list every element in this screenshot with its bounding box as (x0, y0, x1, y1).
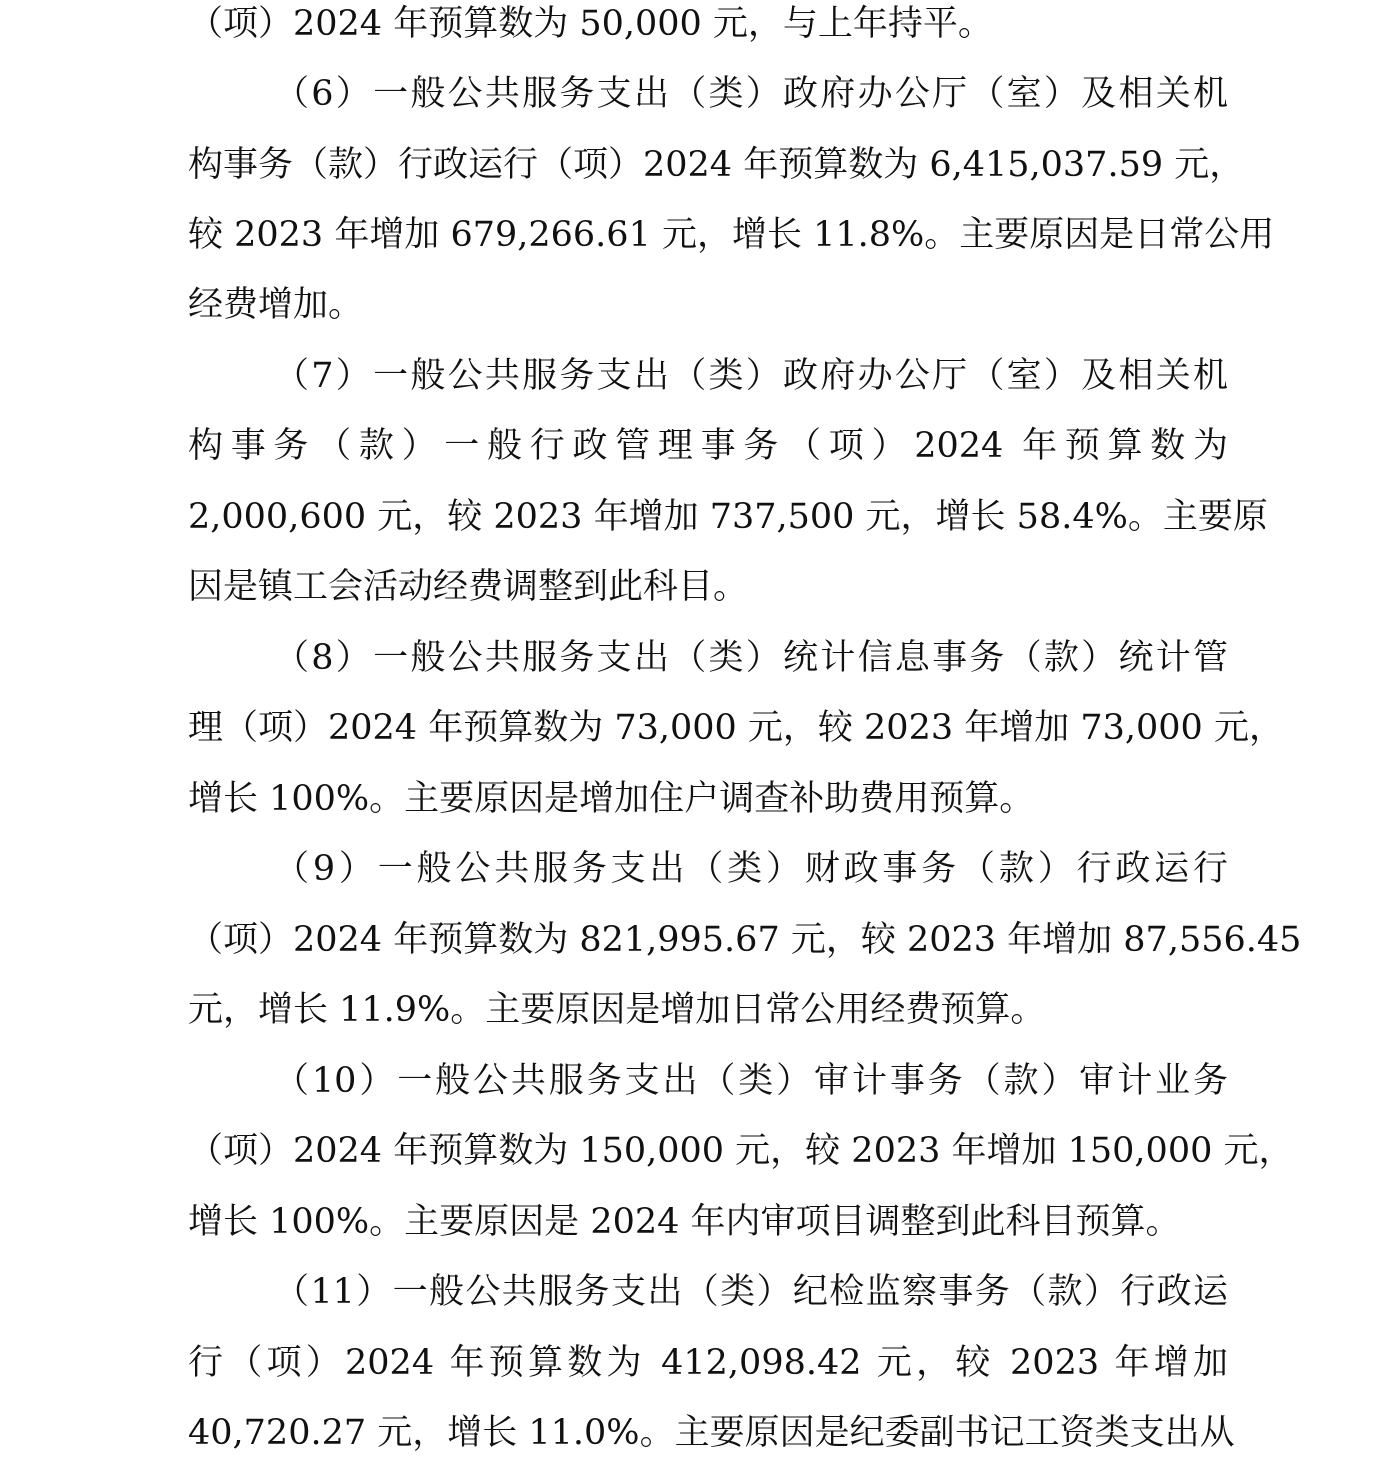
paragraph-7-line-4: 因是镇工会活动经费调整到此科目。 (188, 567, 749, 607)
paragraph-10-line-1: （10）一般公共服务支出（类）审计事务（款）审计业务 (274, 1061, 1228, 1101)
paragraph-11-line-2: 行（项）2024 年预算数为 412,098.42 元，较 2023 年增加 (188, 1343, 1228, 1383)
paragraph-6-line-2: 构事务（款）行政运行（项）2024 年预算数为 6,415,037.59 元， (188, 145, 1245, 185)
paragraph-10-line-2: （项）2024 年预算数为 150,000 元，较 2023 年增加 150,000 元， (188, 1131, 1294, 1171)
paragraph-9-line-1: （9）一般公共服务支出（类）财政事务（款）行政运行 (274, 849, 1228, 889)
paragraph-7-line-2: 构事务（款）一般行政管理事务（项）2024 年预算数为 (188, 426, 1228, 466)
paragraph-6-line-4: 经费增加。 (188, 285, 364, 325)
paragraph-11-line-3: 40,720.27 元，增长 11.0%。主要原因是纪委副书记工资类支出从 (188, 1413, 1235, 1453)
paragraph-9-line-2: （项）2024 年预算数为 821,995.67 元，较 2023 年增加 87,556.45 (188, 920, 1302, 960)
paragraph-6-line-3: 较 2023 年增加 679,266.61 元，增长 11.8%。主要原因是日常公用 (188, 215, 1275, 255)
text-line-1: （项）2024 年预算数为 50,000 元，与上年持平。 (188, 4, 993, 44)
paragraph-6-line-1: （6）一般公共服务支出（类）政府办公厅（室）及相关机 (274, 74, 1228, 114)
paragraph-11-line-1: （11）一般公共服务支出（类）纪检监察事务（款）行政运 (274, 1272, 1228, 1312)
paragraph-7-line-3: 2,000,600 元，较 2023 年增加 737,500 元，增长 58.4%。主要原 (188, 497, 1268, 537)
paragraph-10-line-3: 增长 100%。主要原因是 2024 年内审项目调整到此科目预算。 (188, 1202, 1181, 1242)
paragraph-7-line-1: （7）一般公共服务支出（类）政府办公厅（室）及相关机 (274, 356, 1228, 396)
paragraph-8-line-1: （8）一般公共服务支出（类）统计信息事务（款）统计管 (274, 638, 1228, 678)
paragraph-8-line-2: 理（项）2024 年预算数为 73,000 元，较 2023 年增加 73,000 元， (188, 708, 1284, 748)
paragraph-8-line-3: 增长 100%。主要原因是增加住户调查补助费用预算。 (188, 779, 1035, 819)
paragraph-9-line-3: 元，增长 11.9%。主要原因是增加日常公用经费预算。 (188, 990, 1046, 1030)
